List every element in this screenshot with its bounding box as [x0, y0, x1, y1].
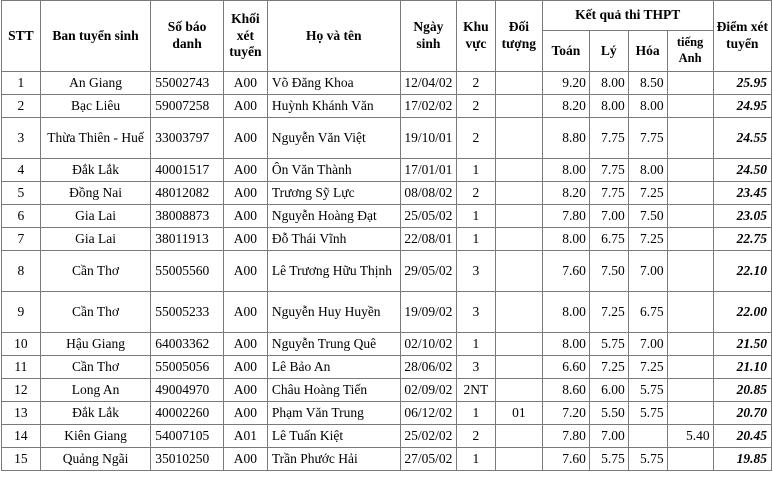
dob-cell: 17/02/02	[400, 95, 456, 118]
board-cell: Đồng Nai	[40, 182, 150, 205]
math-cell: 7.80	[542, 425, 589, 448]
sbd-cell: 64003362	[151, 333, 224, 356]
physics-cell: 8.00	[589, 95, 628, 118]
chemistry-cell: 7.25	[628, 182, 667, 205]
name-cell: Ôn Văn Thành	[267, 159, 400, 182]
header-area: Khu vực	[456, 1, 495, 72]
object-cell	[495, 292, 542, 333]
physics-cell: 7.75	[589, 118, 628, 159]
chemistry-cell	[628, 425, 667, 448]
header-math: Toán	[542, 31, 589, 72]
name-cell: Phạm Văn Trung	[267, 402, 400, 425]
english-cell	[667, 118, 713, 159]
area-cell: 2	[456, 425, 495, 448]
area-cell: 1	[456, 448, 495, 471]
board-cell: Cần Thơ	[40, 356, 150, 379]
sbd-cell: 55002743	[151, 72, 224, 95]
math-cell: 7.60	[542, 448, 589, 471]
stt-cell: 6	[2, 205, 41, 228]
header-stt: STT	[2, 1, 41, 72]
area-cell: 2	[456, 118, 495, 159]
english-cell	[667, 251, 713, 292]
block-cell: A00	[223, 228, 267, 251]
sbd-cell: 49004970	[151, 379, 224, 402]
block-cell: A00	[223, 356, 267, 379]
name-cell: Huỳnh Khánh Văn	[267, 95, 400, 118]
dob-cell: 28/06/02	[400, 356, 456, 379]
score-cell: 20.70	[713, 402, 771, 425]
chemistry-cell: 8.50	[628, 72, 667, 95]
physics-cell: 5.75	[589, 448, 628, 471]
stt-cell: 15	[2, 448, 41, 471]
sbd-cell: 40001517	[151, 159, 224, 182]
board-cell: Gia Lai	[40, 205, 150, 228]
board-cell: Hậu Giang	[40, 333, 150, 356]
dob-cell: 06/12/02	[400, 402, 456, 425]
area-cell: 3	[456, 251, 495, 292]
table-row	[2, 251, 772, 292]
name-cell: Trần Phước Hải	[267, 448, 400, 471]
object-cell	[495, 72, 542, 95]
object-cell: 01	[495, 402, 542, 425]
english-cell	[667, 159, 713, 182]
table-row	[2, 72, 772, 95]
english-cell	[667, 448, 713, 471]
table-header	[2, 1, 772, 72]
header-sbd: Số báo danh	[151, 1, 224, 72]
chemistry-cell: 7.00	[628, 251, 667, 292]
stt-cell: 14	[2, 425, 41, 448]
math-cell: 9.20	[542, 72, 589, 95]
table-body	[2, 72, 772, 471]
area-cell: 2	[456, 72, 495, 95]
physics-cell: 5.75	[589, 333, 628, 356]
dob-cell: 25/05/02	[400, 205, 456, 228]
dob-cell: 02/10/02	[400, 333, 456, 356]
name-cell: Lê Trương Hữu Thịnh	[267, 251, 400, 292]
english-cell	[667, 228, 713, 251]
board-cell: Đắk Lắk	[40, 402, 150, 425]
stt-cell: 11	[2, 356, 41, 379]
board-cell: Cần Thơ	[40, 292, 150, 333]
header-block: Khối xét tuyển	[223, 1, 267, 72]
dob-cell: 19/10/01	[400, 118, 456, 159]
block-cell: A00	[223, 251, 267, 292]
header-physics: Lý	[589, 31, 628, 72]
header-chemistry: Hóa	[628, 31, 667, 72]
header-score: Điểm xét tuyển	[713, 1, 771, 72]
area-cell: 1	[456, 159, 495, 182]
math-cell: 8.80	[542, 118, 589, 159]
score-cell: 21.10	[713, 356, 771, 379]
stt-cell: 12	[2, 379, 41, 402]
header-results: Kết quả thi THPT	[542, 1, 713, 31]
stt-cell: 4	[2, 159, 41, 182]
name-cell: Lê Tuấn Kiệt	[267, 425, 400, 448]
english-cell	[667, 333, 713, 356]
table-row	[2, 182, 772, 205]
chemistry-cell: 5.75	[628, 448, 667, 471]
score-cell: 23.45	[713, 182, 771, 205]
admission-results-table	[1, 0, 772, 471]
board-cell: Quảng Ngãi	[40, 448, 150, 471]
header-board: Ban tuyển sinh	[40, 1, 150, 72]
physics-cell: 7.75	[589, 159, 628, 182]
table-row	[2, 448, 772, 471]
stt-cell: 9	[2, 292, 41, 333]
object-cell	[495, 356, 542, 379]
object-cell	[495, 228, 542, 251]
sbd-cell: 35010250	[151, 448, 224, 471]
table-row	[2, 118, 772, 159]
score-cell: 19.85	[713, 448, 771, 471]
sbd-cell: 59007258	[151, 95, 224, 118]
sbd-cell: 55005056	[151, 356, 224, 379]
block-cell: A00	[223, 402, 267, 425]
name-cell: Châu Hoàng Tiến	[267, 379, 400, 402]
english-cell	[667, 205, 713, 228]
dob-cell: 25/02/02	[400, 425, 456, 448]
chemistry-cell: 7.25	[628, 356, 667, 379]
board-cell: Gia Lai	[40, 228, 150, 251]
table-row	[2, 292, 772, 333]
object-cell	[495, 379, 542, 402]
score-cell: 22.75	[713, 228, 771, 251]
score-cell: 23.05	[713, 205, 771, 228]
name-cell: Nguyễn Huy Huyền	[267, 292, 400, 333]
header-object: Đối tượng	[495, 1, 542, 72]
stt-cell: 10	[2, 333, 41, 356]
score-cell: 24.95	[713, 95, 771, 118]
name-cell: Võ Đăng Khoa	[267, 72, 400, 95]
table-row	[2, 333, 772, 356]
math-cell: 8.20	[542, 95, 589, 118]
math-cell: 8.20	[542, 182, 589, 205]
chemistry-cell: 7.50	[628, 205, 667, 228]
stt-cell: 2	[2, 95, 41, 118]
math-cell: 6.60	[542, 356, 589, 379]
table-row	[2, 356, 772, 379]
stt-cell: 3	[2, 118, 41, 159]
block-cell: A00	[223, 118, 267, 159]
chemistry-cell: 8.00	[628, 95, 667, 118]
board-cell: Thừa Thiên - Huế	[40, 118, 150, 159]
block-cell: A00	[223, 72, 267, 95]
area-cell: 2	[456, 182, 495, 205]
chemistry-cell: 8.00	[628, 159, 667, 182]
english-cell	[667, 292, 713, 333]
score-cell: 20.85	[713, 379, 771, 402]
score-cell: 25.95	[713, 72, 771, 95]
name-cell: Nguyễn Văn Việt	[267, 118, 400, 159]
header-english: tiếng Anh	[667, 31, 713, 72]
physics-cell: 7.00	[589, 205, 628, 228]
math-cell: 8.00	[542, 159, 589, 182]
chemistry-cell: 5.75	[628, 379, 667, 402]
sbd-cell: 54007105	[151, 425, 224, 448]
object-cell	[495, 182, 542, 205]
dob-cell: 22/08/01	[400, 228, 456, 251]
english-cell	[667, 72, 713, 95]
dob-cell: 02/09/02	[400, 379, 456, 402]
english-cell	[667, 379, 713, 402]
dob-cell: 17/01/01	[400, 159, 456, 182]
english-cell	[667, 356, 713, 379]
score-cell: 22.10	[713, 251, 771, 292]
table-row	[2, 205, 772, 228]
physics-cell: 8.00	[589, 72, 628, 95]
area-cell: 3	[456, 292, 495, 333]
math-cell: 8.00	[542, 228, 589, 251]
stt-cell: 1	[2, 72, 41, 95]
table-row	[2, 379, 772, 402]
sbd-cell: 33003797	[151, 118, 224, 159]
area-cell: 1	[456, 228, 495, 251]
math-cell: 8.00	[542, 292, 589, 333]
board-cell: An Giang	[40, 72, 150, 95]
block-cell: A00	[223, 448, 267, 471]
sbd-cell: 38011913	[151, 228, 224, 251]
score-cell: 20.45	[713, 425, 771, 448]
board-cell: Long An	[40, 379, 150, 402]
math-cell: 7.20	[542, 402, 589, 425]
block-cell: A01	[223, 425, 267, 448]
block-cell: A00	[223, 95, 267, 118]
area-cell: 3	[456, 356, 495, 379]
physics-cell: 7.50	[589, 251, 628, 292]
sbd-cell: 40002260	[151, 402, 224, 425]
stt-cell: 5	[2, 182, 41, 205]
table-row	[2, 228, 772, 251]
math-cell: 7.80	[542, 205, 589, 228]
chemistry-cell: 5.75	[628, 402, 667, 425]
object-cell	[495, 95, 542, 118]
score-cell: 24.55	[713, 118, 771, 159]
english-cell: 5.40	[667, 425, 713, 448]
board-cell: Bạc Liêu	[40, 95, 150, 118]
table-row	[2, 425, 772, 448]
name-cell: Lê Bảo An	[267, 356, 400, 379]
block-cell: A00	[223, 379, 267, 402]
board-cell: Cần Thơ	[40, 251, 150, 292]
dob-cell: 29/05/02	[400, 251, 456, 292]
object-cell	[495, 118, 542, 159]
area-cell: 1	[456, 205, 495, 228]
block-cell: A00	[223, 159, 267, 182]
math-cell: 8.60	[542, 379, 589, 402]
physics-cell: 7.75	[589, 182, 628, 205]
header-name: Họ và tên	[267, 1, 400, 72]
sbd-cell: 55005233	[151, 292, 224, 333]
name-cell: Nguyễn Hoàng Đạt	[267, 205, 400, 228]
score-cell: 22.00	[713, 292, 771, 333]
english-cell	[667, 182, 713, 205]
english-cell	[667, 95, 713, 118]
object-cell	[495, 205, 542, 228]
block-cell: A00	[223, 205, 267, 228]
dob-cell: 19/09/02	[400, 292, 456, 333]
object-cell	[495, 448, 542, 471]
object-cell	[495, 159, 542, 182]
block-cell: A00	[223, 333, 267, 356]
area-cell: 1	[456, 402, 495, 425]
sbd-cell: 48012082	[151, 182, 224, 205]
physics-cell: 6.75	[589, 228, 628, 251]
dob-cell: 08/08/02	[400, 182, 456, 205]
name-cell: Trương Sỹ Lực	[267, 182, 400, 205]
block-cell: A00	[223, 182, 267, 205]
dob-cell: 12/04/02	[400, 72, 456, 95]
area-cell: 1	[456, 333, 495, 356]
table-row	[2, 95, 772, 118]
math-cell: 8.00	[542, 333, 589, 356]
chemistry-cell: 7.00	[628, 333, 667, 356]
object-cell	[495, 425, 542, 448]
physics-cell: 6.00	[589, 379, 628, 402]
area-cell: 2	[456, 95, 495, 118]
chemistry-cell: 7.75	[628, 118, 667, 159]
physics-cell: 5.50	[589, 402, 628, 425]
sbd-cell: 55005560	[151, 251, 224, 292]
math-cell: 7.60	[542, 251, 589, 292]
object-cell	[495, 333, 542, 356]
table-row	[2, 402, 772, 425]
block-cell: A00	[223, 292, 267, 333]
score-cell: 24.50	[713, 159, 771, 182]
object-cell	[495, 251, 542, 292]
english-cell	[667, 402, 713, 425]
stt-cell: 7	[2, 228, 41, 251]
area-cell: 2NT	[456, 379, 495, 402]
physics-cell: 7.00	[589, 425, 628, 448]
dob-cell: 27/05/02	[400, 448, 456, 471]
board-cell: Đắk Lắk	[40, 159, 150, 182]
sbd-cell: 38008873	[151, 205, 224, 228]
name-cell: Đỗ Thái Vĩnh	[267, 228, 400, 251]
board-cell: Kiên Giang	[40, 425, 150, 448]
table-row	[2, 159, 772, 182]
stt-cell: 13	[2, 402, 41, 425]
chemistry-cell: 7.25	[628, 228, 667, 251]
chemistry-cell: 6.75	[628, 292, 667, 333]
physics-cell: 7.25	[589, 356, 628, 379]
score-cell: 21.50	[713, 333, 771, 356]
physics-cell: 7.25	[589, 292, 628, 333]
name-cell: Nguyễn Trung Quê	[267, 333, 400, 356]
stt-cell: 8	[2, 251, 41, 292]
header-dob: Ngày sinh	[400, 1, 456, 72]
